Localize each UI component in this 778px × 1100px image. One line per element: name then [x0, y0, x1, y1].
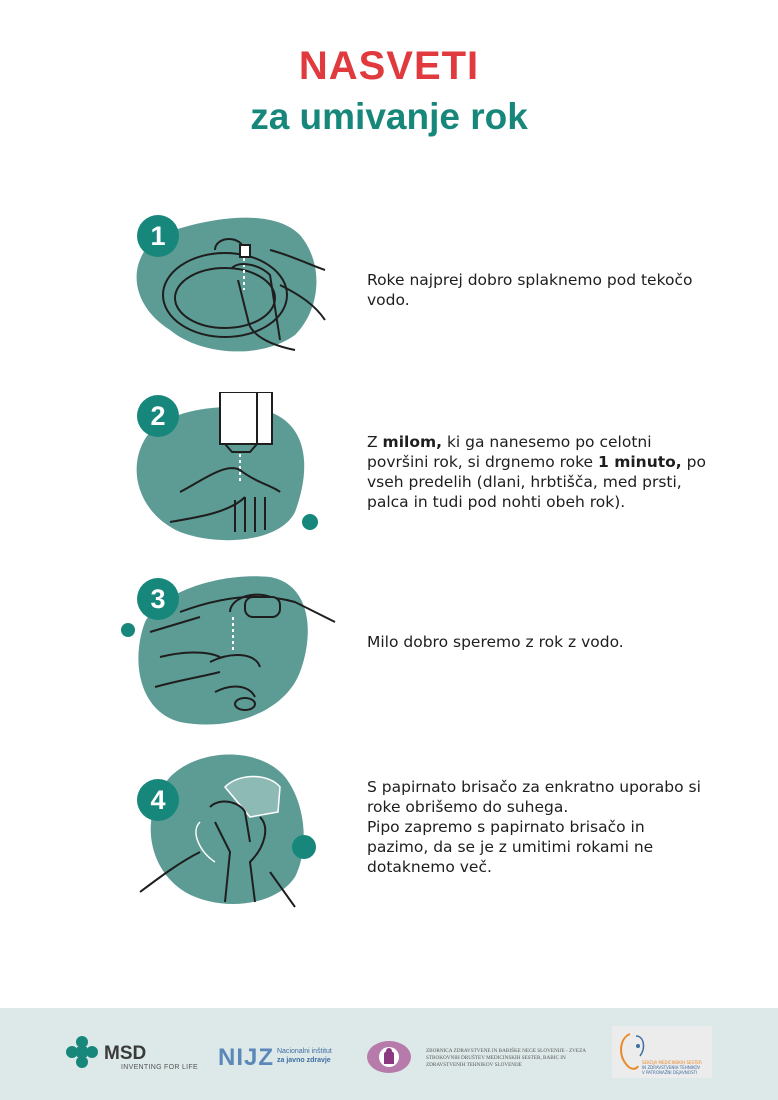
step-2: [120, 392, 740, 552]
svg-text:V PATRONAŽNI DEJAVNOSTI: V PATRONAŽNI DEJAVNOSTI: [642, 1070, 698, 1075]
soap-emphasis: milom,: [382, 433, 443, 451]
dry-hands-illustration: [120, 752, 350, 922]
step-3-text: [367, 632, 707, 652]
step-1: [120, 210, 740, 360]
nijz-subtitle-line: Nacionalni inštitut: [277, 1048, 332, 1055]
step-number-2: 2: [137, 395, 179, 437]
step-number-1: 1: [137, 215, 179, 257]
duration-emphasis: 1 minuto,: [598, 453, 682, 471]
nijz-subtitle-line: za javno zdravje: [277, 1057, 331, 1064]
step-3: [120, 572, 740, 732]
zbornica-logo-icon: [366, 1040, 412, 1074]
svg-text:IN ZDRAVSTVENIH TEHNIKOV: IN ZDRAVSTVENIH TEHNIKOV: [642, 1065, 701, 1070]
nijz-subtitle: [277, 1047, 337, 1065]
step-3-text-part: Milo dobro speremo z rok z vodo.: [367, 633, 624, 651]
svg-text:SEKCIJA MEDICINSKIH SESTER: SEKCIJA MEDICINSKIH SESTER: [642, 1060, 702, 1065]
step-number-3: 3: [137, 578, 179, 620]
poster-subtitle: za umivanje rok: [250, 96, 528, 137]
step-4: [120, 752, 740, 912]
nijz-logo-text: NIJZ: [218, 1044, 275, 1071]
step-1-text-part: Roke najprej dobro splaknemo pod tekočo vodo.: [367, 271, 693, 309]
zbornica-text: ZBORNICA ZDRAVSTVENE IN BABIŠKE NEGE SLOVENIJE - ZVEZA STROKOVNIH DRUŠTEV MEDICINSKIH SESTER, BABIC IN ZDRAVSTVENIH TEHNIKOV SLOVENIJE: [426, 1048, 586, 1068]
step-2-text-part: po vseh predelih (dlani, hrbtišča, med prsti, palca in tudi pod nohti obeh rok).: [367, 453, 706, 511]
step-2-text-part: ki ga nanesemo po celotni površini rok, si drgnemo roke: [367, 433, 652, 471]
msd-logo-icon: [66, 1036, 98, 1068]
step-2-text: [367, 432, 707, 512]
step-4-text: [367, 777, 707, 877]
sekcija-logo: [612, 1026, 712, 1078]
step-4-text-part: S papirnato brisačo za enkratno uporabo si roke obrišemo do suhega.: [367, 778, 701, 816]
msd-tagline: INVENTING FOR LIFE: [121, 1064, 198, 1071]
step-1-text: [367, 270, 707, 310]
step-number-4: 4: [137, 779, 179, 821]
poster-title: NASVETI: [298, 44, 480, 88]
step-2-text-part: Z: [367, 433, 383, 451]
step-4-text-part: Pipo zapremo s papirnato brisačo in pazimo, da se je z umitimi rokami ne dotaknemo več.: [367, 818, 654, 876]
msd-logo-text: MSD: [104, 1043, 147, 1064]
